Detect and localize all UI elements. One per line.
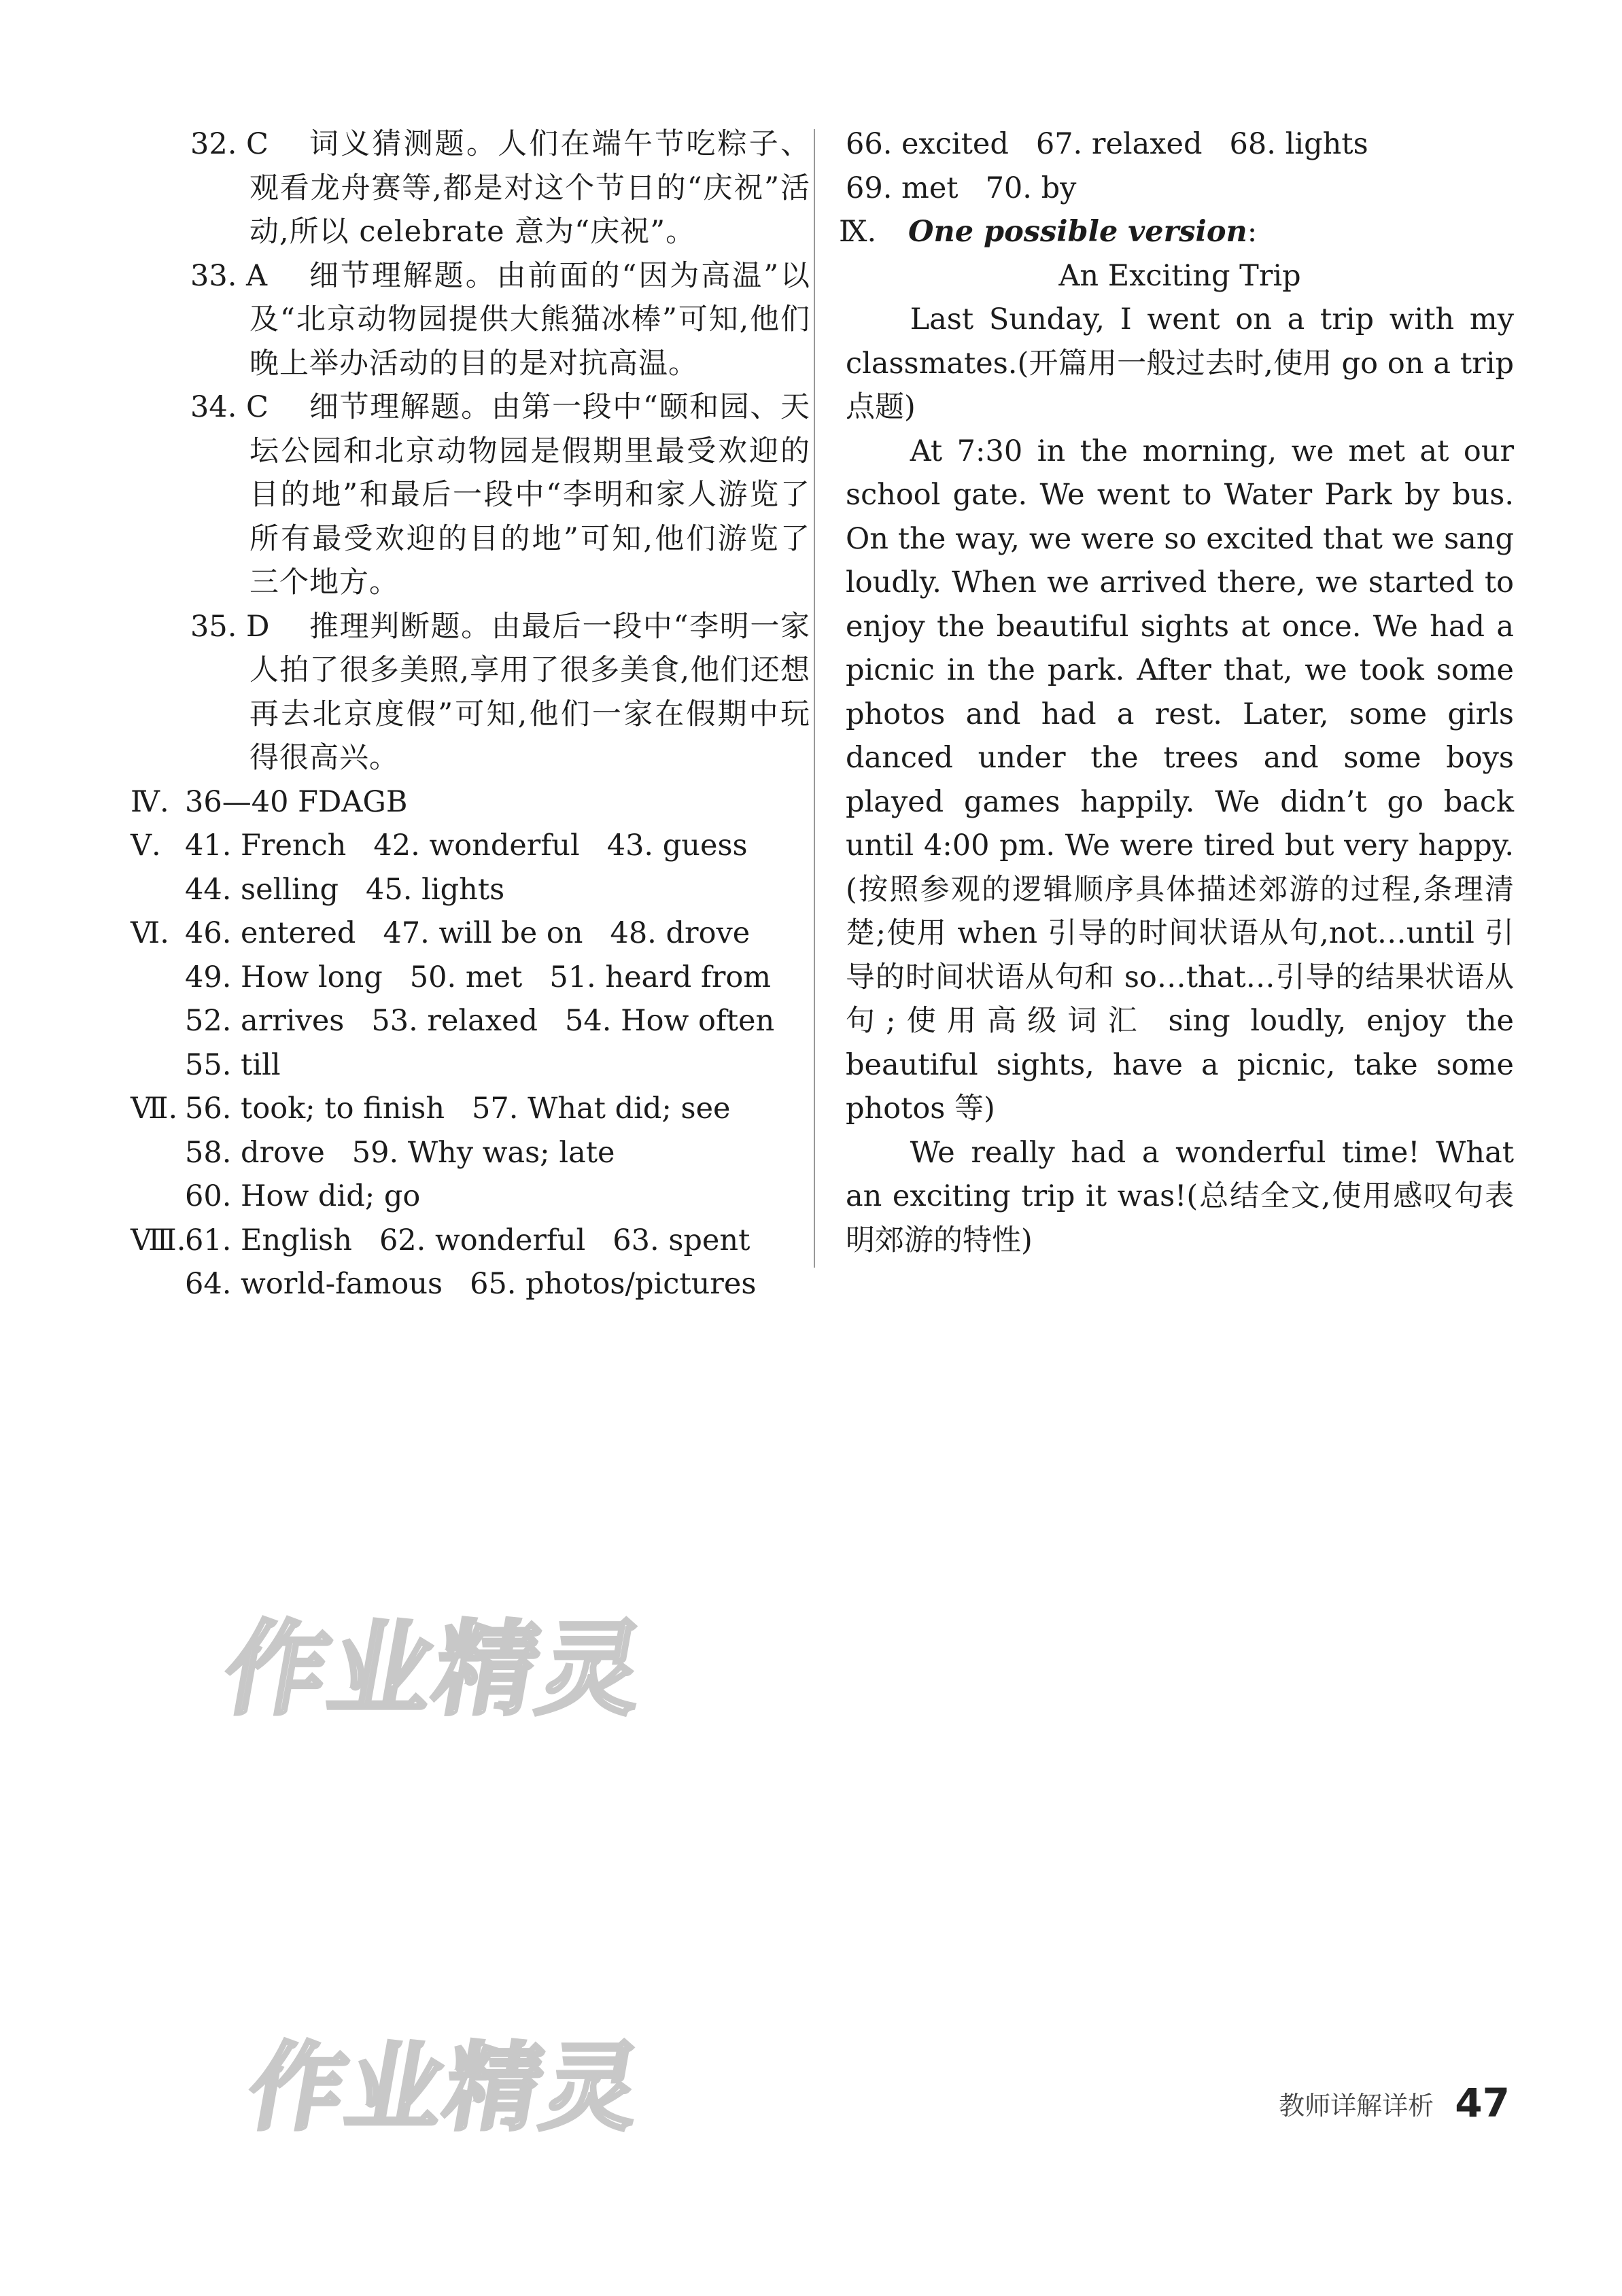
version-colon: : [1247,215,1258,249]
section-viii-continued [846,122,1514,210]
answer-line [185,956,810,1000]
section-numeral: Ⅴ. [131,829,161,863]
answer-entry: 66. excited [846,127,1009,161]
essay-title: An Exciting Trip [1058,258,1301,293]
answer-line [846,122,1514,167]
answer-line [185,824,810,868]
answer-entry: 43. guess [606,829,748,863]
answer-entry: 63. spent [612,1223,750,1257]
answer-entry: 55. till [185,1047,281,1082]
answer-line [846,167,1514,211]
right-column [839,122,1514,1262]
section-vi [131,911,810,1087]
reading-answer-item [131,122,810,254]
watermark-text: 作业精灵 [215,1611,655,1729]
answer-entry: 59. Why was; late [351,1135,615,1170]
section-numeral: Ⅸ. [839,215,877,249]
essay-paragraph: Last Sunday, I went on a trip with my classmates.(开篇用一般过去时,使用 go on a trip 点题) [846,302,1514,424]
section-iv [131,780,810,824]
answer-entry: 50. met [409,960,523,994]
section-viii [131,1219,810,1306]
answer-entry: 64. world-famous [185,1267,443,1301]
answer-entry: 70. by [985,171,1077,205]
reading-answer-list [131,122,810,780]
section-numeral: Ⅶ. [131,1092,178,1126]
answer-line [185,1219,810,1263]
answer-entry: 67. relaxed [1035,127,1203,161]
answer-entry: 45. lights [366,872,505,907]
section-numeral: Ⅵ. [131,916,169,950]
version-label: One possible version [908,215,1247,249]
reading-answer-item [131,605,810,780]
answer-entry: 57. What did; see [472,1092,731,1126]
answer-entry: 46. entered [185,916,356,950]
answer-entry: 61. English [185,1223,352,1257]
answer-entry: 53. relaxed [371,1004,538,1038]
answer-line [185,999,810,1043]
section-numeral: Ⅳ. [131,784,169,819]
answer-entry: 42. wonderful [373,829,580,863]
section-iv-answer: 36—40 FDAGB [185,784,408,819]
answer-entry: 44. selling [185,872,339,907]
answer-entry: 52. arrives [185,1004,345,1038]
answer-entry: 47. will be on [383,916,583,950]
answer-entry: 65. photos/pictures [470,1267,757,1301]
answer-entry: 58. drove [185,1135,325,1170]
answer-entry: 56. took; to finish [185,1092,445,1126]
answer-explanation: 词义猜测题。人们在端午节吃粽子、观看龙舟赛等,都是对这个节日的“庆祝”活动,所以 celebrate 意为“庆祝”。 [249,127,810,249]
section-v [131,824,810,911]
answer-entry: 68. lights [1229,127,1368,161]
reading-answer-item [131,254,810,386]
section-vii [131,1087,810,1219]
answer-entry: 69. met [846,171,959,205]
section-numeral: Ⅷ. [131,1223,186,1257]
item-number: 35. [190,609,237,644]
answer-line [185,1175,810,1219]
page-footer [1279,2080,1510,2126]
answer-line [185,911,810,956]
footer-label: 教师详解详析 [1279,2090,1434,2121]
answer-entry: 41. French [185,829,347,863]
answer-entry: 49. How long [185,960,383,994]
answer-line [185,1087,810,1131]
answer-letter: A [246,258,268,293]
answer-explanation: 细节理解题。由第一段中“颐和园、天坛公园和北京动物园是假期里最受欢迎的目的地”和最后一段中“李明和家人游览了所有最受欢迎的目的地”可知,他们游览了三个地方。 [249,390,810,599]
reading-answer-item [131,385,810,605]
answer-line [185,1043,810,1088]
answer-line [185,1131,810,1175]
essay-body [846,298,1514,1262]
answer-letter: C [246,127,269,161]
column-divider [814,129,815,1268]
answer-explanation: 推理判断题。由最后一段中“李明一家人拍了很多美照,享用了很多美食,他们还想再去北京度假”可知,他们一家在假期中玩得很高兴。 [249,609,810,775]
page-number: 47 [1455,2080,1510,2126]
left-column [131,122,810,1306]
answer-letter: C [246,390,269,424]
answer-letter: D [246,609,270,644]
essay-paragraph: At 7:30 in the morning, we met at our school gate. We went to Water Park by bus. On the way, we were so excited that we sang loudly. When we arrived there, we started to enjoy the beautiful sights at once. We had a picnic in the park. After that, we took some photos and had a rest. Later, some girls danced under the trees and some boys played games happily. We didn’t go back until 4:00 pm. We were tired but very happy.(按照参观的逻辑顺序具体描述郊游的过程,条理清楚;使用 when 引导的时间状语从句,not…until 引导的时间状语从句和 so…that…引导的结果状语从句;使用高级词汇 sing loudly, enjoy the beautiful sights, have a picnic, take some photos 等) [846,434,1514,1126]
answer-explanation: 细节理解题。由前面的“因为高温”以及“北京动物园提供大熊猫冰棒”可知,他们晚上举办活动的目的是对抗高温。 [249,258,810,381]
item-number: 34. [190,390,237,424]
answer-entry: 54. How often [565,1004,775,1038]
answer-entry: 48. drove [610,916,750,950]
answer-entry: 60. How did; go [185,1179,421,1213]
item-number: 33. [190,258,237,293]
answer-line [185,868,810,912]
essay-paragraph: We really had a wonderful time! What an exciting trip it was!(总结全文,使用感叹句表明郊游的特性) [846,1135,1514,1257]
section-ix [839,210,1514,254]
answer-entry: 51. heard from [549,960,772,994]
item-number: 32. [190,127,237,161]
watermark-text: 作业精灵 [240,2033,652,2144]
answer-line [185,1262,810,1306]
answer-entry: 62. wonderful [379,1223,586,1257]
